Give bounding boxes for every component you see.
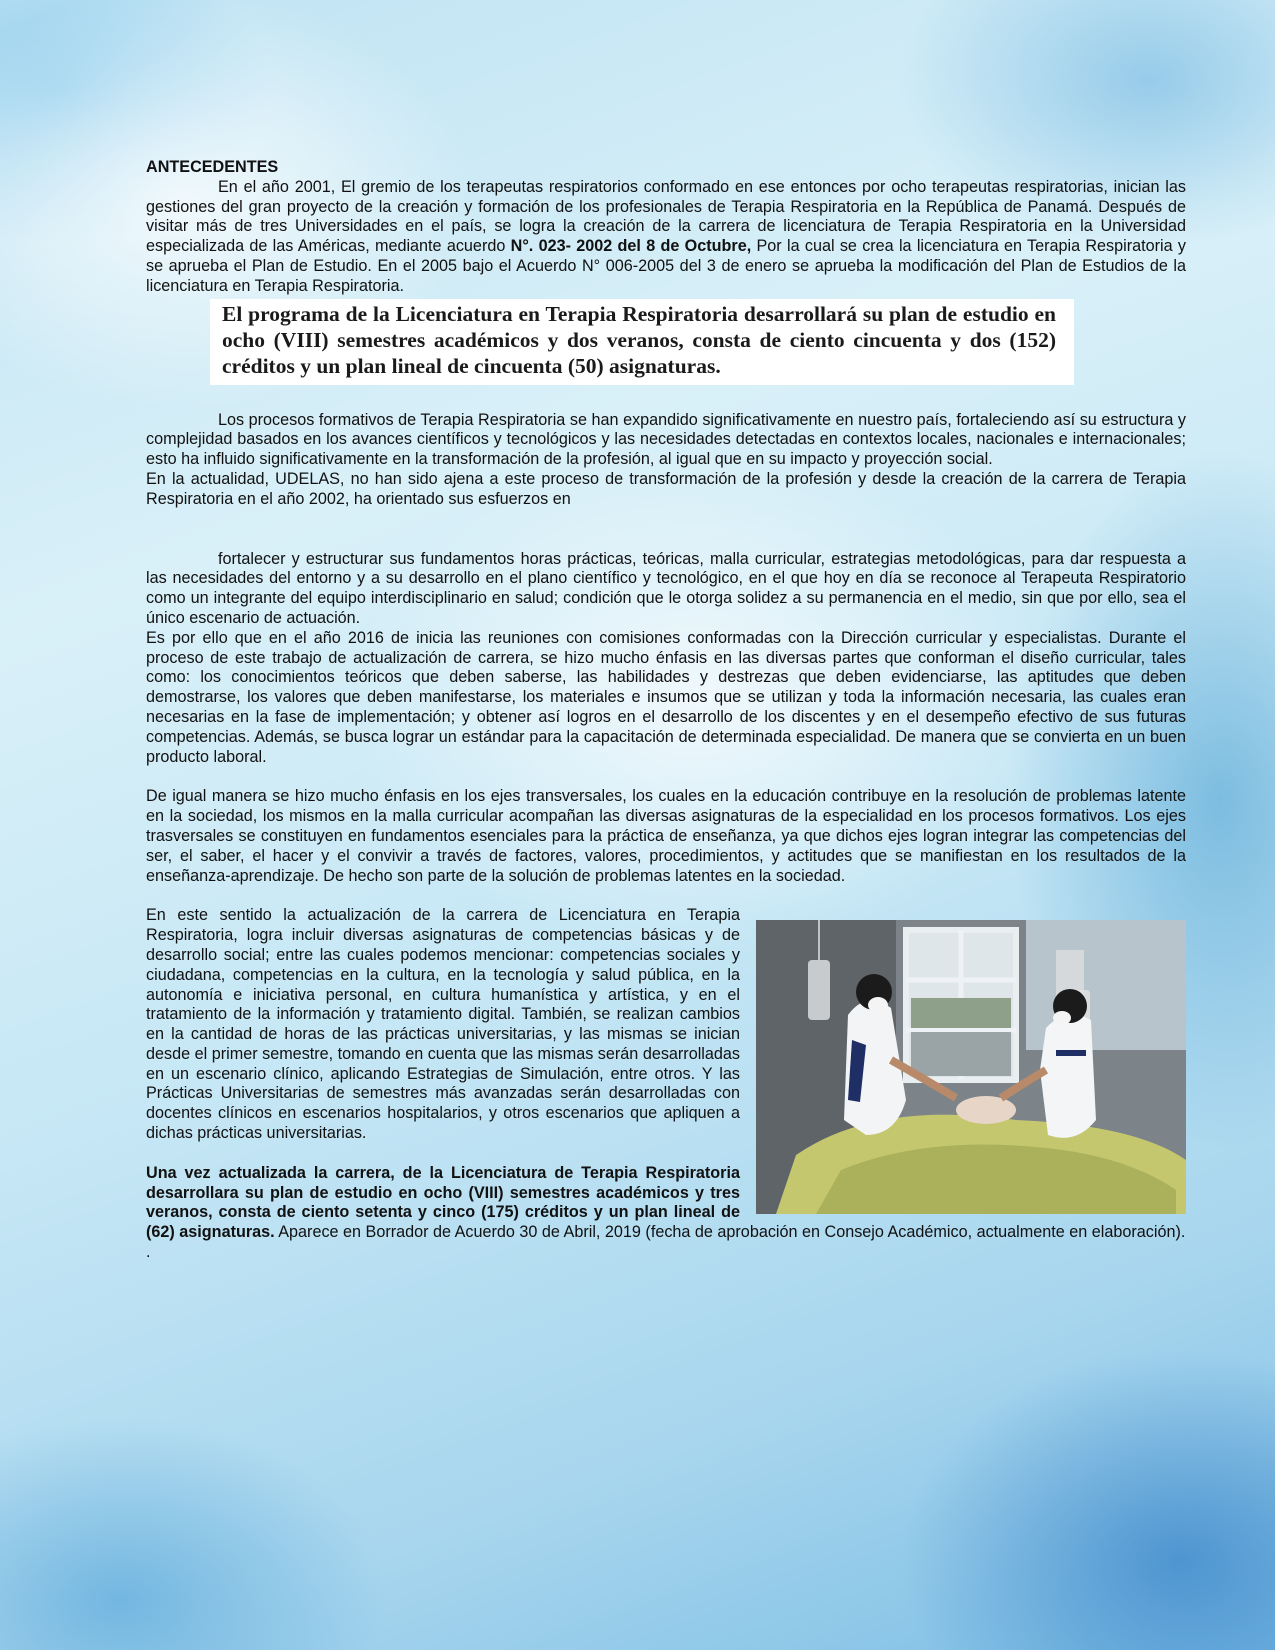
scanned-program-excerpt: El programa de la Licenciatura en Terapia Respiratoria desarrollará su plan de estudio en ocho (VIII) semestres académicos y dos veranos, consta de ciento cincuenta y dos (152) créditos y un plan lineal de cincuenta (50) asignaturas. xyxy=(210,299,1074,385)
updated-program-statement: Una vez actualizada la carrera, de la Licenciatura de Terapia Respiratoria desarrollara su plan de estudio en ocho (VIII) semestres académicos y tres veranos, consta de ciento setenta y cinco (175) créditos y un plan lineal de (62) asignaturas. xyxy=(146,1163,740,1242)
clinical-simulation-photo xyxy=(756,920,1186,1214)
photo-illustration xyxy=(756,920,1186,1214)
agreement-number: N°. 023- 2002 del 8 de Octubre, xyxy=(510,237,752,256)
paragraph-competencies: En este sentido la actualización de la carrera de Licenciatura en Terapia Respiratoria, logra incluir diversas asignaturas de competencias básicas y de desarrollo social; entre las cuales podemos mencionar: competencias sociales y ciudadana, competencias en la cultura, en la tecnología y salud pública, en la autonomía e iniciativa personal, en cultura humanística y artística, y en el tratamiento de la información y tratamiento digital. También, se realizan cambios en la cantidad de horas de las prácticas universitarias, y las mismas se inician desde el primer semestre, tomando en cuenta que las mismas serán desarrolladas en un escenario clínico, aplicando Estrategias de Simulación, entre otros. Y las Prácticas Universitarias de semestres más avanzadas serán desarrolladas con docentes clínicos en escenarios hospitalarios, y otros escenarios que apliquen a dichas prácticas universitarias. xyxy=(146,906,740,1143)
paragraph-history xyxy=(146,178,1186,297)
paragraph-udelas: En la actualidad, UDELAS, no han sido ajena a este proceso de transformación de la profesión y desde la creación de la carrera de Terapia Respiratoria en el año 2002, ha orientado sus esfuerzos en xyxy=(146,469,1186,508)
paragraph-2016-meetings: Es por ello que en el año 2016 de inicia las reuniones con comisiones conformadas con la Dirección curricular y especialistas. Durante el proceso de este trabajo de actualización de carrera, se hizo mucho énfasis en las diversas partes que conforman el diseño curricular, tales como: los conocimientos teóricos que deben saberse, las habilidades y destrezas que deben evidenciarse, las aptitudes que deben demostrarse, los valores que deben manifestarse, los materiales e insumos que se utilizan y toda la información necesaria, las cuales eran necesarias en la fase de implementación; y obtener así logros en el desarrollo de los discentes y en el desempeño efectivo de sus futuras competencias. Además, se busca lograr un estándar para la capacitación de determinada especialidad. De manera que se convierta en un buen producto laboral. xyxy=(146,628,1186,766)
paragraph-history-text-2: Por la cual se crea la licenciatura en Terapia Respiratoria y se aprueba el Plan de Estudio. En el 2005 bajo el Acuerdo N° 006-2005 del 3 de enero se aprueba la modificación del Plan de Estudios de la licenciatura en Terapia Respiratoria. xyxy=(146,237,1186,295)
trailing-period: . xyxy=(146,1243,151,1262)
paragraph-history-text-1: En el año 2001, El gremio de los terapeutas respiratorios conformado en ese entonces por ocho terapeutas respiratorias, inician las gestiones del gran proyecto de la creación y formación de los profesionales de Terapia Respiratoria en la República de Panamá. Después de visitar más de tres Universidades en el país, se logra la creación de la carrera de licenciatura de Terapia Respiratoria en la Universidad especializada de las Américas, mediante acuerdo xyxy=(146,177,1186,256)
paragraph-transversal-axes: De igual manera se hizo mucho énfasis en los ejes transversales, los cuales en la educación contribuye en la resolución de problemas latente en la sociedad, los mismos en la malla curricular acompañan las diversas asignaturas de la especialidad en los procesos formativos. Los ejes trasversales se constituyen en fundamentos esenciales para la práctica de enseñanza, ya que dichos ejes logran integrar las competencias del ser, el saber, el hacer y el convivir a través de factores, valores, procedimientos, y actitudes que se manifiestan en los resultados de la enseñanza-aprendizaje. De hecho son parte de la solución de problemas latentes en la sociedad. xyxy=(146,787,1186,885)
photo-section xyxy=(146,906,1186,1263)
paragraph-formative-processes: Los procesos formativos de Terapia Respiratoria se han expandido significativamente en nuestro país, fortaleciendo así su estructura y complejidad basados en los avances científicos y tecnológicos y las necesidades detectadas en contextos locales, nacionales e internacionales; esto ha influido significativamente en la transformación de la profesión, al igual que en su impacto y proyección social. xyxy=(146,410,1186,469)
paragraph-strengthen: fortalecer y estructurar sus fundamentos horas prácticas, teóricas, malla curricular, estrategias metodológicas, para dar respuesta a las necesidades del entorno y a su desarrollo en el plano científico y tecnológico, en el que hoy en día se reconoce al Terapeuta Respiratorio como un integrante del equipo interdisciplinario en salud; condición que le otorga solidez a su permanencia en el medio, sin que por ello, sea el único escenario de actuación. xyxy=(146,549,1186,627)
section-heading: ANTECEDENTES xyxy=(146,158,279,176)
updated-program-source: Aparece en Borrador de Acuerdo 30 de Abril, 2019 (fecha de aprobación en Consejo Académico, actualmente en elaboración). xyxy=(274,1223,1186,1242)
document-body xyxy=(146,158,1186,1263)
